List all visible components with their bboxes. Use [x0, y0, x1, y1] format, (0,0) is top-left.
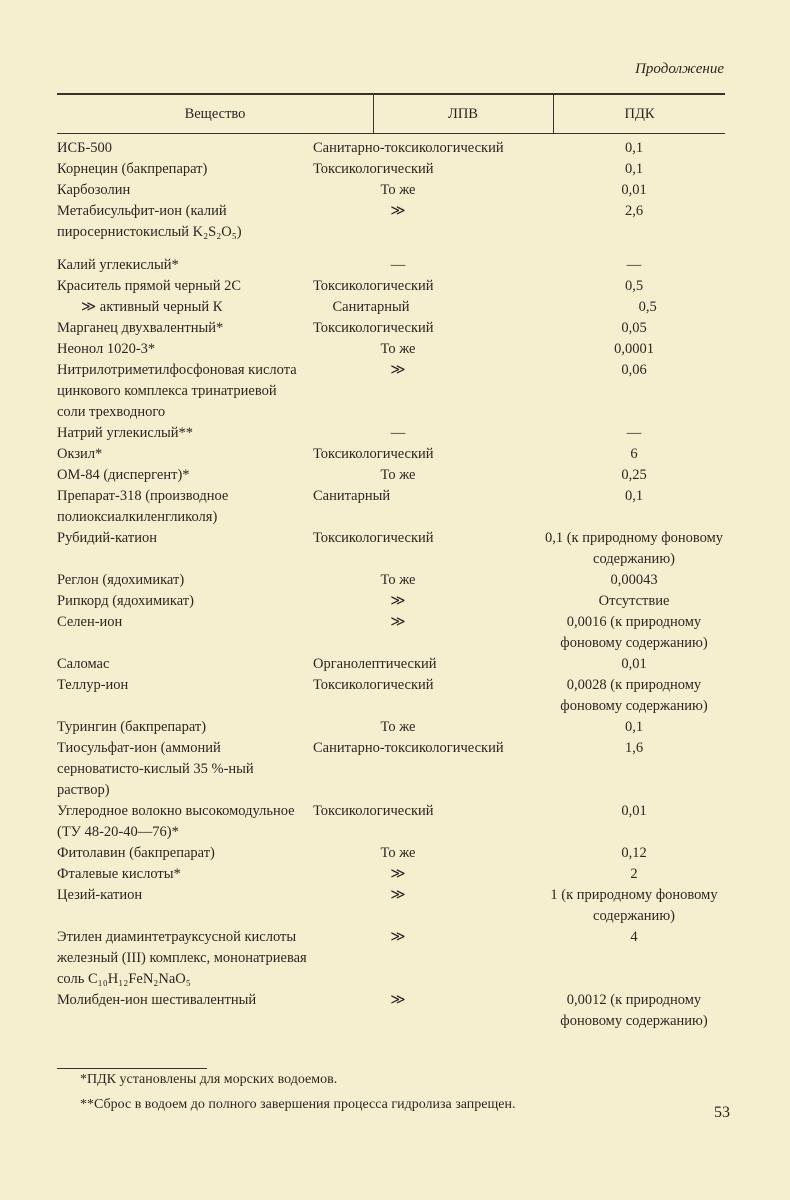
page-number: 53 — [714, 1104, 730, 1121]
substance-cell: Карбозолин — [57, 182, 131, 198]
table-row — [57, 654, 737, 675]
pdk-cell: 0,00043 — [610, 572, 658, 588]
lpv-cell: ≫ — [390, 887, 406, 903]
header-substance: Вещество — [57, 95, 374, 133]
lpv-cell: — — [390, 257, 406, 273]
pdk-cell: — — [626, 425, 642, 441]
substance-cell: Саломас — [57, 656, 110, 672]
substance-cell: Теллур-ион — [57, 677, 129, 693]
lpv-cell: Токсикологический — [313, 677, 434, 693]
table-row — [57, 843, 737, 864]
substance-cell: Молибден-ион шестивалентный — [57, 992, 257, 1008]
lpv-cell: То же — [380, 467, 416, 483]
lpv-cell: Токсикологический — [313, 278, 434, 294]
table-row — [57, 201, 737, 243]
footnote-rule — [57, 1068, 207, 1069]
pdk-cell: 1 (к природному фоновому содержанию) — [550, 887, 718, 924]
lpv-cell: То же — [380, 182, 416, 198]
lpv-cell: ≫ — [390, 992, 406, 1008]
pdk-cell: 0,5 — [638, 299, 657, 315]
lpv-cell: ≫ — [390, 362, 406, 378]
table-row — [57, 423, 737, 444]
table-row — [57, 444, 737, 465]
table-row — [57, 570, 737, 591]
table-row — [57, 717, 737, 738]
pdk-cell: 2 — [630, 866, 638, 882]
table-row — [57, 738, 737, 801]
pdk-cell: 2,6 — [624, 203, 644, 219]
pdk-cell: 0,01 — [621, 803, 647, 819]
lpv-cell: ≫ — [390, 929, 406, 945]
table-row — [57, 591, 737, 612]
table-row — [57, 927, 737, 990]
table-row — [57, 885, 737, 927]
lpv-cell: Токсикологический — [313, 161, 434, 177]
pdk-cell: 0,0016 (к природному фоновому содержанию) — [560, 614, 708, 651]
table-row — [57, 318, 737, 339]
lpv-cell: То же — [380, 341, 416, 357]
substance-cell: Селен-ион — [57, 614, 123, 630]
header-lpv: ЛПВ — [373, 95, 554, 133]
lpv-cell: То же — [380, 845, 416, 861]
substance-cell: Турингин (бакпрепарат) — [57, 719, 207, 735]
table-row — [57, 138, 737, 159]
substance-cell: Марганец двухвалентный* — [57, 320, 224, 336]
substance-cell: Калий углекислый* — [57, 257, 179, 273]
substance-cell: ИСБ-500 — [57, 140, 113, 156]
lpv-cell: Токсикологический — [313, 446, 434, 462]
table-row — [57, 612, 737, 654]
pdk-cell: 0,01 — [621, 656, 647, 672]
substance-cell: Фталевые кислоты* — [57, 866, 181, 882]
substance-cell: Краситель прямой черный 2С — [57, 278, 242, 294]
header-pdk: ПДК — [624, 106, 655, 122]
lpv-cell: Санитарный — [313, 488, 391, 504]
substance-cell: Реглон (ядохимикат) — [57, 572, 185, 588]
pdk-cell: 0,0012 (к природному фоновому содержанию) — [560, 992, 708, 1029]
pdk-cell: 0,0001 — [614, 341, 654, 357]
footnote-1: *ПДК установлены для морских водоемов. — [80, 1072, 338, 1087]
pdk-cell: 0,1 — [624, 719, 644, 735]
table-body — [57, 138, 737, 1032]
lpv-cell: Органолептический — [313, 656, 437, 672]
lpv-cell: ≫ — [390, 593, 406, 609]
table-row — [57, 180, 737, 201]
pdk-cell: 1,6 — [624, 740, 644, 756]
substance-cell: Рипкорд (ядохимикат) — [57, 593, 194, 609]
substance-cell: Нитрилотриметилфосфоновая кислота цинкового комплекса тринатриевой соли трехводного — [57, 362, 297, 420]
lpv-cell: ≫ — [390, 203, 406, 219]
substance-cell: ОМ-84 (диспергент)* — [57, 467, 190, 483]
lpv-cell: Токсикологический — [313, 320, 434, 336]
pdk-cell: 0,0028 (к природному фоновому содержанию) — [560, 677, 708, 714]
table-row — [57, 255, 737, 276]
substance-cell: Цезий-катион — [57, 887, 143, 903]
pdk-cell: 0,1 — [624, 161, 644, 177]
lpv-cell: ≫ — [390, 614, 406, 630]
lpv-cell: Санитарно-токсикологический — [313, 140, 504, 156]
pdk-cell: Отсутствие — [598, 593, 670, 609]
pdk-cell: 0,5 — [624, 278, 644, 294]
table-row — [57, 486, 737, 528]
pdk-cell: 0,1 (к природному фоновому содержанию) — [544, 530, 724, 567]
footnote-2: **Сброс в водоем до полного завершения процесса гидролиза запрещен. — [80, 1097, 516, 1112]
substance-cell: Фитолавин (бакпрепарат) — [57, 845, 215, 861]
table-header — [57, 93, 725, 134]
substance-cell: Углеродное волокно высокомодульное (ТУ 48-20-40—76)* — [57, 803, 295, 840]
lpv-cell: Токсикологический — [313, 803, 434, 819]
pdk-cell: 4 — [630, 929, 638, 945]
lpv-cell: — — [390, 425, 406, 441]
substance-cell: Натрий углекислый** — [57, 425, 194, 441]
pdk-cell: 6 — [630, 446, 638, 462]
substance-cell: Этилен диаминтетрауксусной кислоты железный (III) комплекс, мононатриевая соль C₁₀H₁₂FeN₂NaO₅ — [57, 929, 307, 987]
table-row — [57, 528, 737, 570]
lpv-cell: ≫ — [390, 866, 406, 882]
substance-cell: Корнецин (бакпрепарат) — [57, 161, 208, 177]
table-row — [57, 990, 737, 1032]
substance-cell: Рубидий-катион — [57, 530, 157, 546]
pdk-cell: 0,1 — [624, 140, 644, 156]
substance-cell: Тиосульфат-ион (аммоний серноватисто-кислый 35 %-ный раствор) — [57, 740, 254, 798]
table-row — [57, 675, 737, 717]
pdk-cell: — — [626, 257, 642, 273]
substance-cell: ≫ активный черный К — [81, 299, 223, 315]
lpv-cell: Санитарный — [332, 299, 410, 315]
substance-cell: Метабисульфит-ион (калий пиросернистокислый K₂S₂O₅) — [57, 203, 242, 240]
pdk-cell: 0,01 — [621, 182, 647, 198]
pdk-cell: 0,06 — [621, 362, 647, 378]
pdk-cell: 0,12 — [621, 845, 647, 861]
substance-cell: Неонол 1020-3* — [57, 341, 156, 357]
table-row — [57, 297, 737, 318]
table-row — [57, 465, 737, 486]
continued-label: Продолжение — [635, 61, 724, 77]
lpv-cell: То же — [380, 719, 416, 735]
pdk-cell: 0,25 — [621, 467, 647, 483]
table-row — [57, 360, 737, 423]
substance-cell: Окзил* — [57, 446, 103, 462]
pdk-cell: 0,05 — [621, 320, 647, 336]
lpv-cell: Санитарно-токсикологический — [313, 740, 504, 756]
substance-cell: Препарат-318 (производное полиоксиалкиленгликоля) — [57, 488, 229, 525]
pdk-cell: 0,1 — [624, 488, 644, 504]
table-row — [57, 159, 737, 180]
table-row — [57, 339, 737, 360]
table-row — [57, 276, 737, 297]
lpv-cell: То же — [380, 572, 416, 588]
table-row — [57, 864, 737, 885]
lpv-cell: Токсикологический — [313, 530, 434, 546]
table-row — [57, 801, 737, 843]
